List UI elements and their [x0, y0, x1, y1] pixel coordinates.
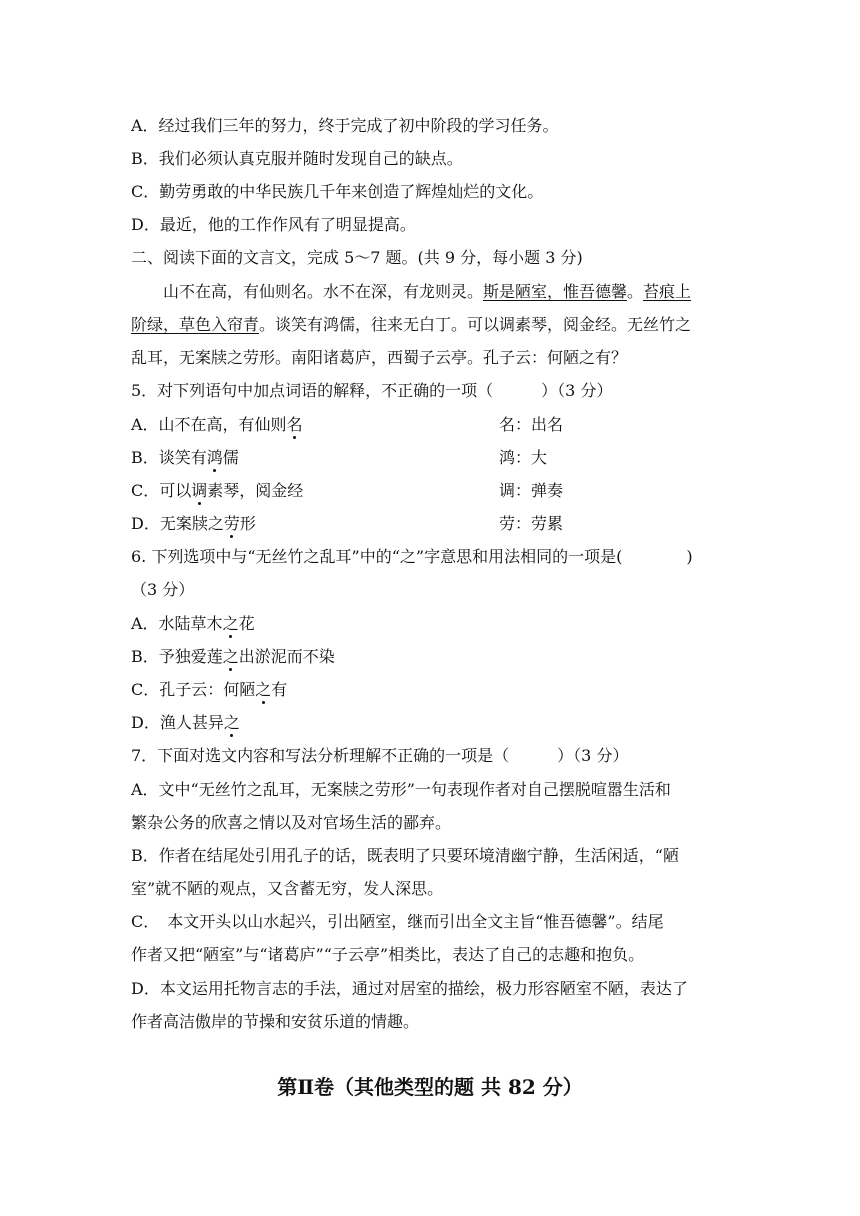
- gloss: 名：出名: [499, 415, 564, 434]
- option-text: A．水陆草木: [131, 614, 223, 633]
- dotted-word: 调: [191, 481, 208, 500]
- q7-line: 室”就不陋的观点，又含蓄无穷，发人深思。: [131, 879, 444, 898]
- dotted-word: 劳: [223, 514, 240, 533]
- option-text: B．谈笑有: [131, 448, 207, 467]
- q5-option-c: [131, 481, 564, 501]
- dotted-word: 之: [222, 614, 239, 633]
- passage-text: 。: [627, 282, 644, 301]
- option-text: 花: [238, 614, 255, 633]
- dotted-word: 名: [286, 415, 303, 434]
- option-text: 形: [239, 514, 256, 533]
- part2-heading: 第Ⅱ卷（其他类型的题 共 82 分）: [277, 1075, 583, 1099]
- q4-option-c: C．勤劳勇敢的中华民族几千年来创造了辉煌灿烂的文化。: [131, 182, 544, 201]
- dotted-word: 之: [222, 647, 239, 666]
- q5-stem: 5．对下列语句中加点词语的解释，不正确的一项（ ）（3 分）: [131, 381, 613, 400]
- q6-stem: 6. 下列选项中与“无丝竹之乱耳”中的“之”字意思和用法相同的一项是( ): [131, 547, 693, 566]
- dotted-word: 之: [223, 713, 240, 732]
- q4-option-a: A．经过我们三年的努力，终于完成了初中阶段的学习任务。: [131, 116, 559, 135]
- q6-option-b: [131, 647, 335, 667]
- q5-option-a: [131, 415, 564, 435]
- option-text: A．山不在高，有仙则: [131, 415, 287, 434]
- gloss: 鸿：大: [499, 448, 548, 467]
- q7-line: B．作者在结尾处引用孔子的话，既表明了只要环境清幽宁静，生活闲适，“陋: [131, 846, 679, 865]
- q4-option-b: B．我们必须认真克服并随时发现自己的缺点。: [131, 149, 463, 168]
- passage-line-3: 乱耳，无案牍之劳形。南阳诸葛庐，西蜀子云亭。孔子云：何陋之有？: [131, 348, 628, 367]
- q4-option-d: D．最近，他的工作作风有了明显提高。: [131, 215, 416, 234]
- passage-text: 。谈笑有鸿儒，往来无白丁。可以调素琴，阅金经。无丝竹之: [259, 315, 692, 334]
- q6-option-a: [131, 614, 255, 634]
- option-text: C．孔子云：何陋: [131, 680, 256, 699]
- option-text: D．无案牍之: [131, 514, 224, 533]
- option-text: 出淤泥而不染: [238, 647, 335, 666]
- q7-line: 作者高洁傲岸的节操和安贫乐道的情趣。: [131, 1012, 420, 1031]
- underlined-phrase: 斯是陋室，惟吾德馨: [483, 282, 628, 301]
- option-text: 有: [271, 680, 288, 699]
- option-text: D．渔人甚异: [131, 713, 224, 732]
- underlined-phrase: 阶绿，草色入帘青: [131, 315, 260, 334]
- dotted-word: 之: [255, 680, 272, 699]
- option-text: 儒: [222, 448, 239, 467]
- underlined-phrase: 苔痕上: [643, 282, 692, 301]
- gloss: 劳：劳累: [499, 514, 564, 533]
- q7-line: 繁杂公务的欣喜之情以及对官场生活的鄙弃。: [131, 813, 452, 832]
- q5-option-b: [131, 448, 548, 468]
- passage-line-1: [163, 282, 691, 302]
- q6-option-c: [131, 680, 287, 700]
- q7-stem: 7．下面对选文内容和写法分析理解不正确的一项是（ ）（3 分）: [131, 746, 629, 765]
- passage-text: 山不在高，有仙则名。水不在深，有龙则灵。: [163, 282, 484, 301]
- q7-line: C． 本文开头以山水起兴，引出陋室，继而引出全文主旨“惟吾德馨”。结尾: [131, 912, 664, 931]
- dotted-word: 鸿: [206, 448, 223, 467]
- q7-line: 作者又把“陋室”与“诸葛庐”“子云亭”相类比，表达了自己的志趣和抱负。: [131, 945, 645, 964]
- option-text: 素琴，阅金经: [207, 481, 304, 500]
- section2-title: 二、阅读下面的文言文，完成 5～7 题。(共 9 分，每小题 3 分): [131, 248, 583, 267]
- q7-line: D．本文运用托物言志的手法，通过对居室的描绘，极力形容陋室不陋，表达了: [131, 979, 688, 998]
- option-text: C．可以: [131, 481, 192, 500]
- q6-option-d: [131, 713, 240, 733]
- q7-line: A．文中“无丝竹之乱耳，无案牍之劳形”一句表现作者对自己摆脱喧嚣生活和: [131, 780, 671, 799]
- q5-option-d: [131, 514, 564, 534]
- option-text: B．予独爱莲: [131, 647, 223, 666]
- q6-score: （3 分）: [131, 580, 195, 599]
- gloss: 调：弹奏: [499, 481, 564, 500]
- passage-line-2: [131, 315, 691, 335]
